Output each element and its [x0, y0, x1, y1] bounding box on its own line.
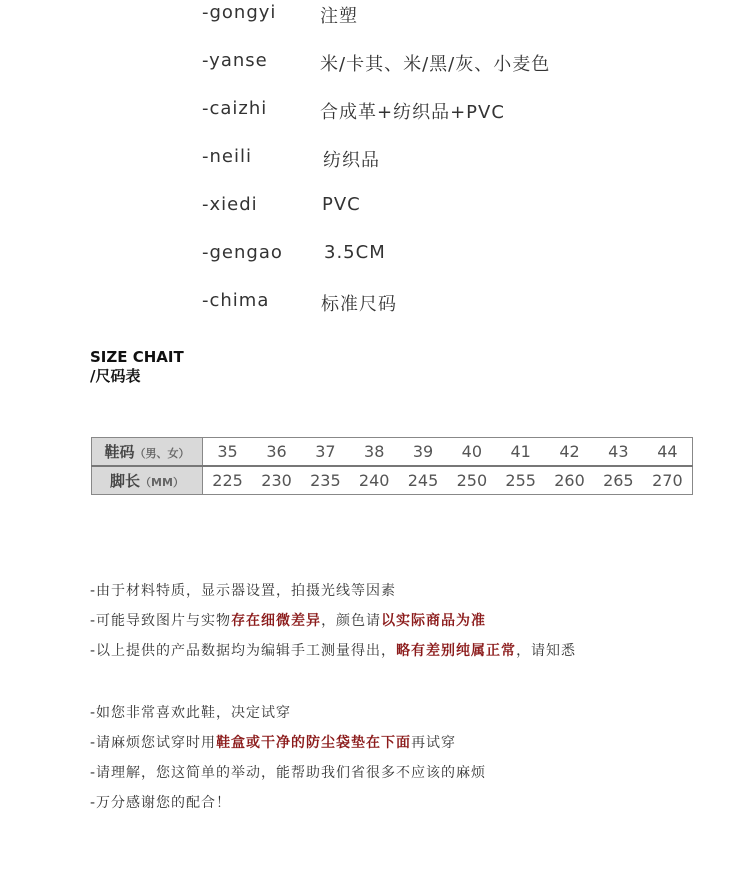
size-cell: 42	[545, 438, 594, 467]
note-measurement	[90, 640, 576, 660]
spec-key: -gongyi	[202, 2, 277, 23]
size-cell: 36	[252, 438, 301, 467]
note-thanks: -万分感谢您的配合！	[90, 795, 232, 811]
spec-value: 3.5CM	[324, 242, 386, 263]
length-cell: 235	[301, 466, 350, 495]
note-text: -可能导致图片与实物	[90, 613, 232, 629]
size-chart-title-en: SIZE CHAIT	[90, 348, 184, 366]
note-try-on: -如您非常喜欢此鞋，决定试穿	[90, 705, 292, 721]
shoe-size-sub: （男、女）	[134, 447, 190, 460]
spec-key: -caizhi	[202, 98, 268, 119]
note-highlight: 以实际商品为准	[381, 613, 487, 629]
note-understanding: -请理解，您这简单的举动，能帮助我们省很多不应该的麻烦	[90, 765, 487, 781]
note-highlight: 鞋盒或干净的防尘袋垫在下面	[216, 735, 412, 751]
length-cell: 260	[545, 466, 594, 495]
spec-value: 米/卡其、米/黑/灰、小麦色	[320, 54, 551, 75]
size-cell: 41	[496, 438, 545, 467]
note-use-box	[90, 732, 456, 752]
length-cell: 270	[643, 466, 693, 495]
spec-value: 合成革+纺织品+PVC	[320, 102, 505, 123]
spec-key: -xiedi	[202, 194, 258, 215]
size-chart-title-cn: /尺码表	[90, 367, 141, 385]
size-cell: 39	[399, 438, 448, 467]
note-text: 再试穿	[411, 735, 457, 751]
shoe-size-row	[92, 438, 693, 467]
note-text: -以上提供的产品数据均为编辑手工测量得出，	[90, 643, 397, 659]
note-highlight: 存在细微差异	[231, 613, 322, 629]
size-cell: 40	[447, 438, 496, 467]
spec-value: 注塑	[320, 6, 358, 27]
length-cell: 250	[447, 466, 496, 495]
length-cell: 255	[496, 466, 545, 495]
length-cell: 225	[203, 466, 253, 495]
size-chart-title	[90, 348, 184, 386]
foot-length-row	[92, 466, 693, 495]
spec-value: 标准尺码	[321, 294, 397, 315]
shoe-size-header	[92, 438, 203, 467]
note-color-difference	[90, 610, 486, 630]
foot-length-sub: （MM）	[140, 476, 184, 489]
length-cell: 240	[350, 466, 399, 495]
note-text: ，颜色请	[321, 613, 382, 629]
length-cell: 245	[399, 466, 448, 495]
foot-length-label: 脚长	[110, 472, 141, 490]
size-cell: 43	[594, 438, 643, 467]
spec-key: -yanse	[202, 50, 268, 71]
spec-key: -neili	[202, 146, 252, 167]
spec-key: -gengao	[202, 242, 283, 263]
spec-key: -chima	[202, 290, 270, 311]
length-cell: 230	[252, 466, 301, 495]
size-cell: 44	[643, 438, 693, 467]
spec-value: 纺织品	[323, 150, 380, 171]
size-cell: 38	[350, 438, 399, 467]
length-cell: 265	[594, 466, 643, 495]
note-text: ，请知悉	[516, 643, 577, 659]
spec-value: PVC	[322, 194, 361, 215]
size-table	[91, 437, 693, 495]
size-cell: 37	[301, 438, 350, 467]
foot-length-header	[92, 466, 203, 495]
shoe-size-label: 鞋码	[104, 443, 135, 461]
note-text: -请麻烦您试穿时用	[90, 735, 217, 751]
note-highlight: 略有差别纯属正常	[396, 643, 517, 659]
size-cell: 35	[203, 438, 253, 467]
note-display-factors: -由于材料特质，显示器设置，拍摄光线等因素	[90, 583, 397, 599]
